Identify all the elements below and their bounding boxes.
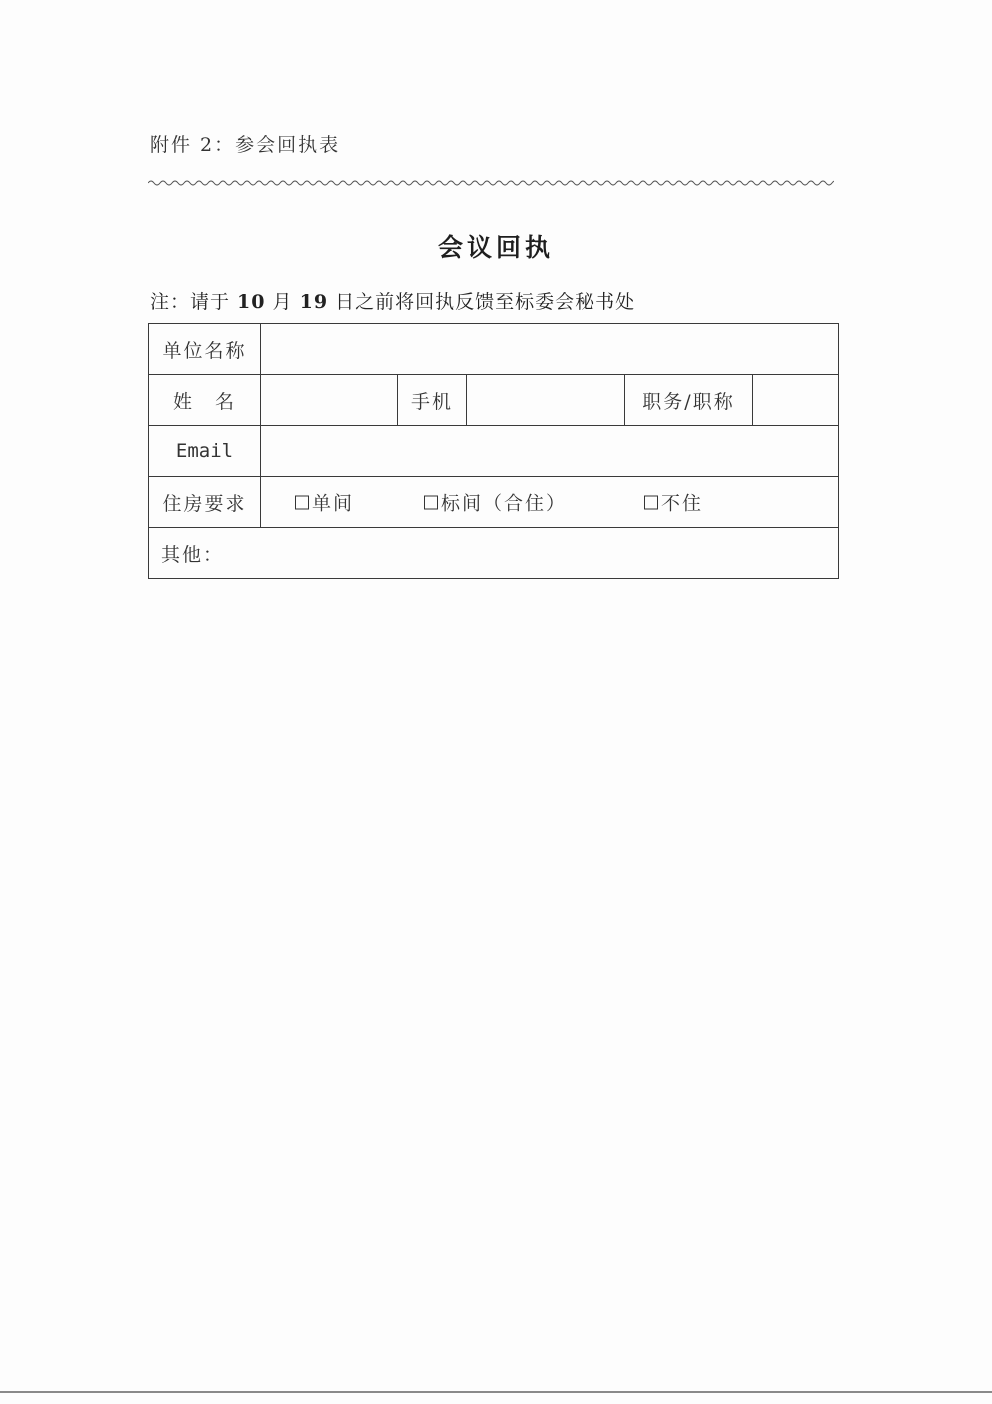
- page-bottom-edge: [0, 1391, 992, 1393]
- row-housing: [149, 477, 839, 528]
- row-organization: [149, 324, 839, 375]
- document-title: 会议回执: [437, 233, 554, 262]
- note-suffix: 日之前将回执反馈至标委会秘书处: [328, 291, 636, 313]
- phone-label: 手机: [398, 375, 467, 426]
- reply-form-table: [148, 323, 839, 579]
- name-field[interactable]: [261, 375, 398, 426]
- position-field[interactable]: [753, 375, 839, 426]
- checkbox-icon[interactable]: [644, 495, 658, 509]
- wavy-divider: [148, 177, 834, 189]
- other-field[interactable]: [149, 528, 839, 579]
- note-month-unit: 月: [265, 291, 300, 313]
- row-other: [149, 528, 839, 579]
- checkbox-icon[interactable]: [295, 495, 309, 509]
- org-field[interactable]: [261, 324, 839, 375]
- checkbox-icon[interactable]: [424, 495, 438, 509]
- deadline-note: [150, 287, 635, 314]
- note-prefix: 注：请于: [150, 291, 238, 313]
- note-day: 19: [299, 291, 329, 313]
- other-label: 其他：: [161, 543, 225, 566]
- name-label: 姓 名: [149, 375, 261, 426]
- housing-option-label: 标间（合住）: [441, 492, 568, 515]
- email-field[interactable]: [261, 426, 839, 477]
- row-email: [149, 426, 839, 477]
- housing-option-label: 单间: [312, 492, 355, 515]
- housing-option-shared[interactable]: [424, 489, 567, 516]
- row-name: [149, 375, 839, 426]
- housing-option-single[interactable]: [295, 489, 354, 516]
- housing-option-label: 不住: [661, 492, 704, 515]
- org-label: 单位名称: [149, 324, 261, 375]
- phone-field[interactable]: [467, 375, 625, 426]
- attachment-heading: 附件 2：参会回执表: [150, 134, 341, 156]
- email-label: Email: [149, 426, 261, 477]
- note-month: 10: [237, 291, 266, 313]
- position-label: 职务/职称: [625, 375, 753, 426]
- housing-option-none[interactable]: [644, 489, 703, 516]
- housing-options: [261, 477, 839, 528]
- housing-label: 住房要求: [149, 477, 261, 528]
